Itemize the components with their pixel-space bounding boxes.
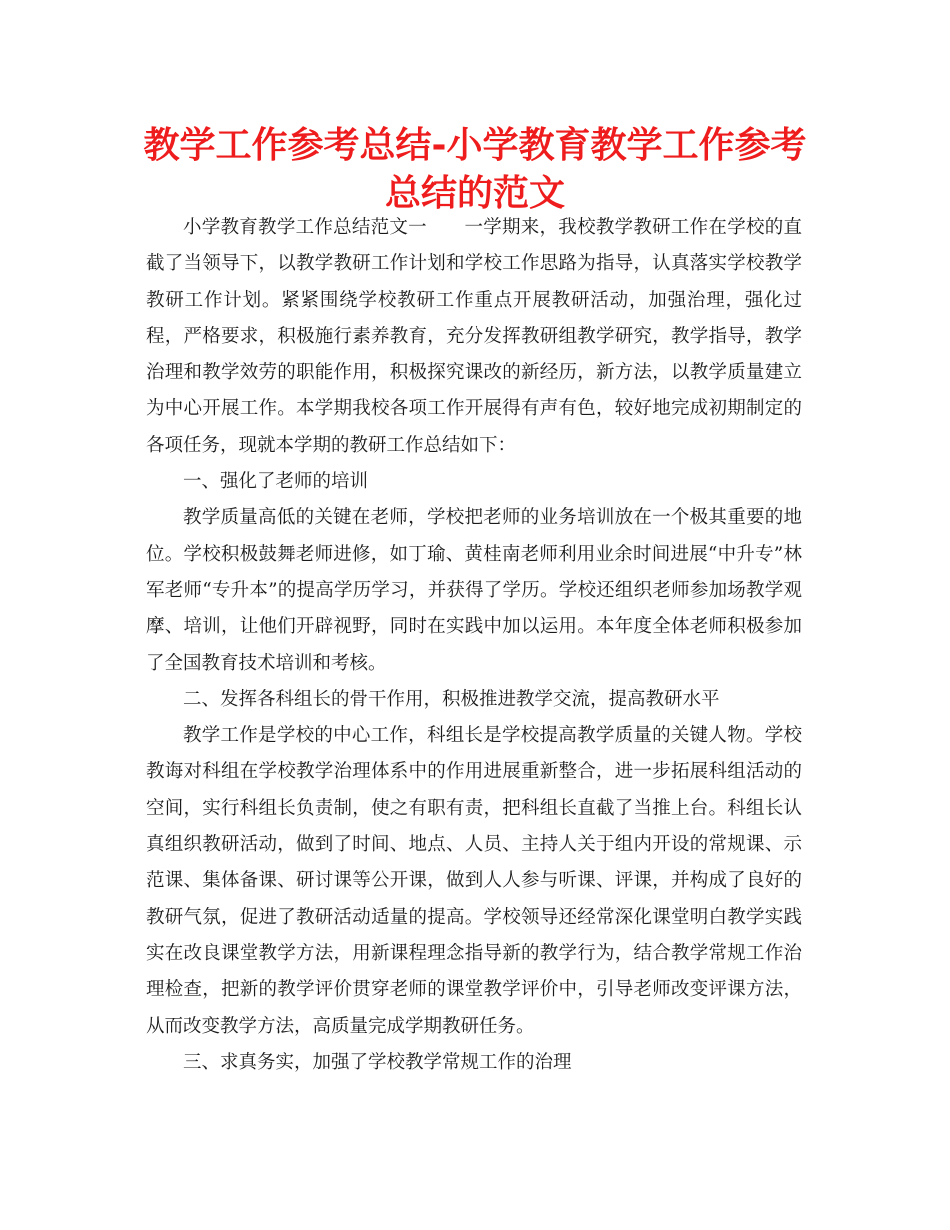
paragraph-section-1: 教学质量高低的关键在老师，学校把老师的业务培训放在一个极其重要的地位。学校积极鼓舞老师进修，如丁瑜、黄桂南老师利用业余时间进展“中升专”林军老师“专升本”的提高学历学习，并获得了学历。学校还组织老师参加场教学观摩、培训，让他们开辟视野，同时在实践中加以运用。本年度全体老师积极参加了全国教育技术培训和考核。 bbox=[146, 507, 802, 674]
section-heading-3: 三、求真务实，加强了学校教学常规工作的治理 bbox=[183, 1051, 572, 1073]
section-heading-1: 一、强化了老师的培训 bbox=[183, 471, 369, 493]
document-title: 教学工作参考总结-小学教育教学工作参考总结的范文 bbox=[143, 125, 807, 214]
document-body bbox=[146, 210, 802, 1081]
paragraph-intro: 小学教育教学工作总结范文一 一学期来，我校教学教研工作在学校的直截了当领导下，以教学教研工作计划和学校工作思路为指导，认真落实学校教学教研工作计划。紧紧围绕学校教研工作重点开展教研活动，加强治理，强化过程，严格要求，积极施行素养教育，充分发挥教研组教学研究，教学指导，教学治理和教学效劳的职能作用，积极探究课改的新经历，新方法，以教学质量建立为中心开展工作。本学期我校各项工作开展得有声有色，较好地完成初期制定的各项任务，现就本学期的教研工作总结如下： bbox=[146, 217, 802, 456]
paragraph-section-2: 教学工作是学校的中心工作，科组长是学校提高教学质量的关键人物。学校教诲对科组在学校教学治理体系中的作用进展重新整合，进一步拓展科组活动的空间，实行科组长负责制，使之有职有责，把科组长直截了当推上台。科组长认真组织教研活动，做到了时间、地点、人员、主持人关于组内开设的常规课、示范课、集体备课、研讨课等公开课，做到人人参与听课、评课，并构成了良好的教研气氛，促进了教研活动适量的提高。学校领导还经常深化课堂明白教学实践实在改良课堂教学方法，用新课程理念指导新的教学行为，结合教学常规工作治理检查，把新的教学评价贯穿老师的课堂教学评价中，引导老师改变评课方法，从而改变教学方法，高质量完成学期教研任务。 bbox=[146, 725, 802, 1037]
section-heading-2: 二、发挥各科组长的骨干作用，积极推进教学交流，提高教研水平 bbox=[183, 688, 720, 710]
